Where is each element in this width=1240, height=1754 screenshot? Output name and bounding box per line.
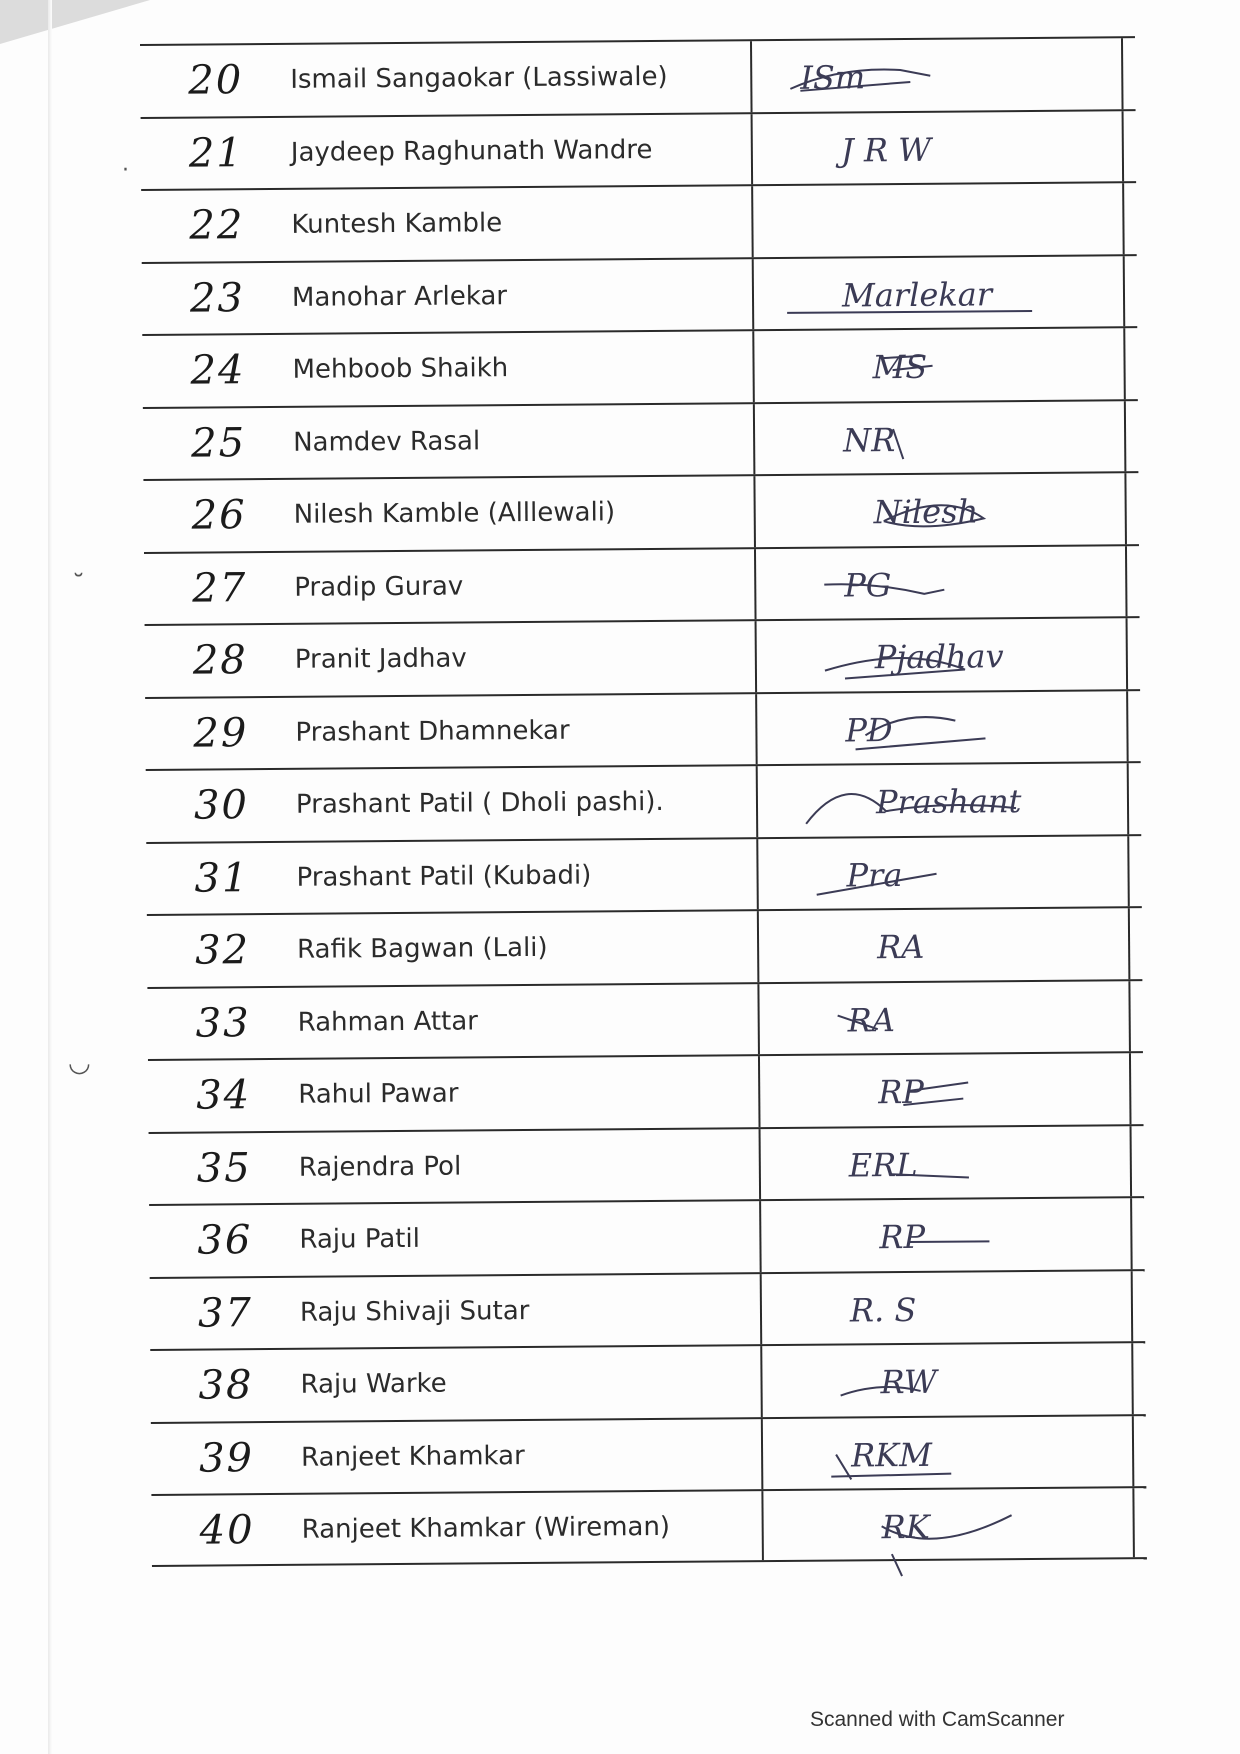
serial-number: 27 xyxy=(192,564,248,612)
table-row xyxy=(143,399,1139,479)
column-divider xyxy=(751,186,754,257)
signature-text: ERL xyxy=(848,1145,918,1184)
signature-cell xyxy=(788,1060,1088,1122)
signature-text: Prashant xyxy=(875,782,1022,822)
table-row xyxy=(149,1196,1145,1276)
table-row xyxy=(147,979,1143,1059)
participant-name: Manohar Arlekar xyxy=(291,280,508,313)
table-row xyxy=(141,109,1137,189)
signature-cell xyxy=(784,552,1084,614)
table-right-border xyxy=(1122,183,1125,254)
signature-text: J R W xyxy=(840,130,932,169)
table-right-border xyxy=(1128,908,1131,979)
serial-number: 34 xyxy=(196,1072,252,1119)
participant-name: Ranjeet Khamkar (Wireman) xyxy=(301,1511,671,1545)
serial-number: 39 xyxy=(198,1434,255,1482)
column-divider xyxy=(753,404,756,475)
participant-name: Raju Warke xyxy=(300,1368,447,1400)
signature-scribble xyxy=(786,842,1086,904)
signature-cell xyxy=(782,262,1082,324)
column-divider xyxy=(754,549,757,620)
table-right-border xyxy=(1124,473,1127,544)
table-right-border xyxy=(1130,1126,1133,1197)
column-divider xyxy=(757,911,760,982)
participant-name: Pradip Gurav xyxy=(294,570,464,603)
table-row xyxy=(141,181,1137,261)
participant-name: Rahman Attar xyxy=(297,1005,479,1038)
participant-name: Rafik Bagwan (Lali) xyxy=(297,932,548,965)
signature-scribble xyxy=(788,1060,1088,1122)
signature-scribble xyxy=(787,915,1087,977)
margin-tick-mark: ˘ xyxy=(72,570,85,600)
table-row xyxy=(149,1124,1145,1204)
serial-number: 25 xyxy=(190,419,247,467)
signature-scribble xyxy=(783,480,1083,542)
signature-text: RA xyxy=(876,927,925,967)
signature-text: MS xyxy=(872,347,928,387)
signature-scribble xyxy=(781,117,1081,179)
column-divider xyxy=(756,839,759,910)
serial-number: 40 xyxy=(199,1507,255,1554)
serial-number: 26 xyxy=(191,492,247,539)
participant-name: Prashant Dhamnekar xyxy=(295,715,570,748)
signature-cell xyxy=(790,1350,1090,1412)
table-right-border xyxy=(1132,1416,1135,1487)
participant-name: Prashant Patil (Kubadi) xyxy=(296,859,592,893)
signature-text: RA xyxy=(847,1000,896,1039)
margin-tick-mark: ◡ xyxy=(68,1048,91,1078)
table-right-border xyxy=(1126,691,1129,762)
table-right-border xyxy=(1128,981,1131,1052)
column-divider xyxy=(759,1201,762,1272)
participant-name: Ranjeet Khamkar xyxy=(300,1440,525,1473)
participant-name: Namdev Rasal xyxy=(293,425,481,458)
signature-scribble xyxy=(785,625,1085,687)
column-divider xyxy=(752,259,755,330)
participant-name: Nilesh Kamble (Alllewali) xyxy=(293,497,616,530)
participant-name: Ismail Sangaokar (Lassiwale) xyxy=(290,61,668,95)
column-divider xyxy=(757,984,760,1055)
table-right-border xyxy=(1131,1343,1134,1414)
serial-number: 23 xyxy=(189,274,246,322)
serial-number: 21 xyxy=(188,129,244,177)
table-right-border xyxy=(1126,618,1129,689)
attendance-sheet-table xyxy=(140,36,1147,1566)
signature-text: RW xyxy=(880,1362,937,1402)
signature-scribble xyxy=(785,697,1085,759)
table-right-border xyxy=(1125,546,1128,617)
table-row xyxy=(142,254,1138,334)
column-divider xyxy=(750,41,753,112)
signature-text: NR xyxy=(842,420,896,459)
column-divider xyxy=(756,766,759,837)
signature-scribble xyxy=(791,1422,1091,1484)
signature-cell xyxy=(781,190,1081,252)
serial-number: 31 xyxy=(194,854,250,902)
table-right-border xyxy=(1132,1488,1135,1557)
column-divider xyxy=(755,694,758,765)
column-divider xyxy=(759,1129,762,1200)
signature-cell xyxy=(783,480,1083,542)
signature-stroke xyxy=(787,311,1032,313)
table-row xyxy=(150,1341,1146,1421)
signature-cell xyxy=(785,697,1085,759)
serial-number: 33 xyxy=(195,999,251,1047)
table-row xyxy=(151,1486,1147,1566)
table-row xyxy=(145,689,1141,769)
table-right-border xyxy=(1131,1271,1134,1342)
signature-scribble xyxy=(781,190,1081,252)
signature-cell xyxy=(789,1205,1089,1267)
signature-text: Pra xyxy=(846,855,903,894)
scanner-watermark: Scanned with CamScanner xyxy=(810,1708,1065,1731)
margin-tick-mark: · xyxy=(122,158,129,183)
serial-number: 32 xyxy=(194,927,251,974)
table-row xyxy=(145,616,1141,696)
serial-number: 24 xyxy=(190,347,246,394)
table-row xyxy=(143,471,1139,551)
signature-text: Pjadhav xyxy=(874,637,1004,677)
signature-cell xyxy=(791,1495,1091,1557)
table-right-border xyxy=(1121,38,1124,109)
table-right-border xyxy=(1123,328,1126,399)
column-divider xyxy=(760,1346,763,1417)
table-row xyxy=(146,761,1142,841)
signature-text: PG xyxy=(844,565,892,604)
column-divider xyxy=(760,1274,763,1345)
signature-scribble xyxy=(790,1277,1090,1339)
signature-text: RP xyxy=(879,1217,926,1257)
signature-scribble xyxy=(790,1350,1090,1412)
signature-scribble xyxy=(782,335,1082,397)
table-row xyxy=(151,1414,1147,1494)
table-right-border xyxy=(1127,763,1130,834)
signature-cell xyxy=(785,625,1085,687)
participant-name: Raju Shivaji Sutar xyxy=(299,1295,530,1328)
signature-scribble xyxy=(780,45,1080,107)
table-row xyxy=(144,544,1140,624)
table-right-border xyxy=(1130,1198,1133,1269)
signature-scribble xyxy=(787,987,1087,1049)
participant-name: Raju Patil xyxy=(299,1223,420,1255)
serial-number: 29 xyxy=(193,709,249,757)
signature-text: RKM xyxy=(850,1435,933,1474)
signature-cell xyxy=(786,770,1086,832)
table-row xyxy=(148,1051,1144,1131)
column-divider xyxy=(758,1056,761,1127)
table-right-border xyxy=(1122,111,1125,182)
serial-number: 30 xyxy=(193,782,250,829)
participant-name: Prashant Patil ( Dholi pashi). xyxy=(295,786,664,820)
table-row xyxy=(140,36,1136,116)
serial-number: 38 xyxy=(198,1362,254,1409)
table-row xyxy=(147,906,1143,986)
participant-name: Kuntesh Kamble xyxy=(291,208,503,240)
serial-number: 35 xyxy=(196,1144,252,1192)
signature-cell xyxy=(791,1422,1091,1484)
signature-text: RP xyxy=(878,1072,925,1112)
table-row xyxy=(142,326,1138,406)
participant-name: Rahul Pawar xyxy=(298,1078,459,1110)
signature-text: R. S xyxy=(849,1290,917,1329)
signature-text: Nilesh xyxy=(873,492,979,532)
serial-number: 20 xyxy=(188,57,244,104)
signature-text: RK xyxy=(881,1507,930,1547)
participant-name: Pranit Jadhav xyxy=(294,643,467,675)
table-row xyxy=(146,834,1142,914)
signature-cell xyxy=(783,407,1083,469)
signature-scribble xyxy=(791,1495,1091,1557)
signature-scribble xyxy=(782,262,1082,324)
column-divider xyxy=(761,1419,764,1490)
signature-cell xyxy=(782,335,1082,397)
column-divider xyxy=(761,1491,764,1560)
table-right-border xyxy=(1124,401,1127,472)
column-divider xyxy=(753,476,756,547)
scan-left-edge xyxy=(48,0,52,1754)
scan-corner-shadow xyxy=(0,0,150,44)
table-right-border xyxy=(1123,256,1126,327)
participant-name: Mehboob Shaikh xyxy=(292,353,509,385)
column-divider xyxy=(752,331,755,402)
signature-scribble xyxy=(786,770,1086,832)
serial-number: 37 xyxy=(197,1289,254,1337)
signature-scribble xyxy=(784,552,1084,614)
signature-cell xyxy=(789,1132,1089,1194)
signature-cell xyxy=(787,987,1087,1049)
participant-name: Jaydeep Raghunath Wandre xyxy=(290,134,653,168)
signature-text: PD xyxy=(845,710,893,749)
signature-stroke xyxy=(909,1241,989,1242)
signature-cell xyxy=(786,842,1086,904)
serial-number: 28 xyxy=(192,637,248,684)
signature-scribble xyxy=(783,407,1083,469)
signature-scribble xyxy=(789,1132,1089,1194)
signature-cell xyxy=(790,1277,1090,1339)
serial-number: 36 xyxy=(197,1217,253,1264)
table-right-border xyxy=(1129,1053,1132,1124)
column-divider xyxy=(751,114,754,185)
signature-scribble xyxy=(789,1205,1089,1267)
participant-name: Rajendra Pol xyxy=(298,1151,462,1183)
signature-text: Marlekar xyxy=(841,274,993,314)
signature-cell xyxy=(781,117,1081,179)
signature-cell xyxy=(780,45,1080,107)
serial-number: 22 xyxy=(189,202,245,249)
column-divider xyxy=(755,621,758,692)
table-row xyxy=(150,1269,1146,1349)
signature-text: ISm xyxy=(800,58,866,97)
signature-cell xyxy=(787,915,1087,977)
table-right-border xyxy=(1127,836,1130,907)
